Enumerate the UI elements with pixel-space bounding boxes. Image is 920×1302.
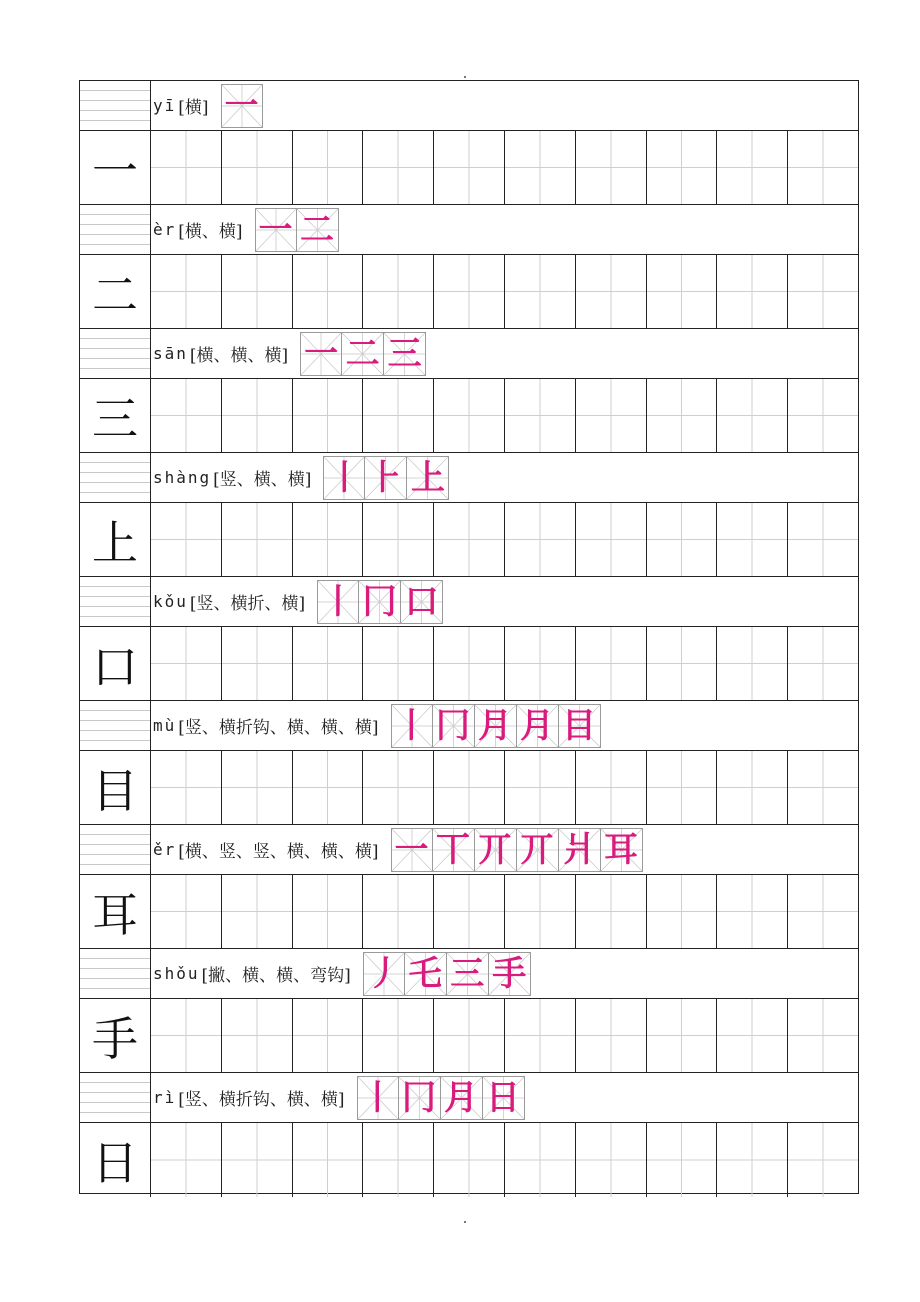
writing-box[interactable]: [434, 627, 505, 700]
stroke-step: 丌: [478, 829, 513, 870]
writing-grid: [151, 1123, 858, 1197]
stroke-step: ⺊: [368, 457, 403, 498]
writing-box[interactable]: [576, 875, 647, 948]
writing-box[interactable]: [363, 379, 434, 452]
info-left-lines: [80, 329, 151, 378]
info-main: [151, 701, 858, 750]
info-left-lines: [80, 825, 151, 874]
stroke-names: [竖、横、横]: [213, 470, 312, 490]
stroke-step: 上: [410, 457, 445, 498]
writing-box[interactable]: [293, 999, 364, 1072]
writing-box[interactable]: [293, 379, 364, 452]
stroke-step-cell: [342, 332, 384, 376]
character-block: [80, 949, 858, 1073]
practice-row: [80, 131, 858, 205]
writing-box[interactable]: [576, 379, 647, 452]
writing-box[interactable]: [788, 999, 858, 1072]
stroke-names: [横、竖、竖、横、横、横]: [178, 842, 379, 862]
writing-box[interactable]: [293, 503, 364, 576]
writing-box[interactable]: [717, 1123, 788, 1197]
writing-box[interactable]: [151, 627, 222, 700]
info-row: [80, 329, 858, 379]
writing-box[interactable]: [222, 999, 293, 1072]
stroke-step: 冂: [436, 705, 471, 746]
info-row: [80, 577, 858, 627]
writing-box[interactable]: [647, 627, 718, 700]
stroke-order-sequence: [357, 1076, 525, 1120]
writing-box[interactable]: [717, 131, 788, 204]
writing-grid: [151, 379, 858, 452]
writing-box[interactable]: [151, 999, 222, 1072]
stroke-step: 日: [486, 1077, 521, 1118]
info-left-lines: [80, 205, 151, 254]
character-block: [80, 205, 858, 329]
stroke-step: 乇: [408, 953, 443, 994]
stroke-order-sequence: [221, 84, 263, 128]
writing-box[interactable]: [505, 503, 576, 576]
writing-box[interactable]: [222, 751, 293, 824]
stroke-step-cell: [300, 332, 342, 376]
writing-box[interactable]: [363, 503, 434, 576]
stroke-step: 爿: [562, 829, 597, 870]
stroke-names: [横、横、横]: [189, 346, 289, 366]
info-row: [80, 205, 858, 255]
stroke-step-cell: [221, 84, 263, 128]
writing-box[interactable]: [717, 379, 788, 452]
writing-box[interactable]: [505, 627, 576, 700]
info-main: [151, 205, 858, 254]
character-block: [80, 81, 858, 205]
stroke-step-cell: [475, 828, 517, 872]
stroke-names: [竖、横折、横]: [189, 594, 306, 614]
model-character: 口: [80, 627, 151, 700]
writing-box[interactable]: [293, 255, 364, 328]
stroke-step-cell: [363, 952, 405, 996]
writing-box[interactable]: [434, 503, 505, 576]
stroke-order-sequence: [363, 952, 531, 996]
pinyin: shǒu: [153, 964, 200, 983]
model-character: 一: [80, 131, 151, 204]
practice-row: [80, 1123, 858, 1197]
info-row: [80, 949, 858, 999]
info-main: [151, 577, 858, 626]
writing-box[interactable]: [222, 503, 293, 576]
pinyin: yī: [153, 96, 177, 115]
pinyin: sān: [153, 344, 188, 363]
stroke-step-cell: [323, 456, 365, 500]
writing-box[interactable]: [434, 1123, 505, 1197]
writing-box[interactable]: [293, 627, 364, 700]
stroke-order-sequence: [300, 332, 426, 376]
writing-box[interactable]: [717, 999, 788, 1072]
writing-box[interactable]: [647, 1123, 718, 1197]
stroke-step: 三: [450, 953, 485, 994]
stroke-step-cell: [489, 952, 531, 996]
model-character: 日: [80, 1123, 151, 1197]
stroke-order-sequence: [317, 580, 443, 624]
stroke-order-sequence: [323, 456, 449, 500]
practice-row: [80, 751, 858, 825]
stroke-step-cell: [447, 952, 489, 996]
writing-box[interactable]: [717, 875, 788, 948]
character-block: [80, 577, 858, 701]
stroke-step: 一: [394, 829, 429, 870]
stroke-step: 冂: [402, 1077, 437, 1118]
writing-box[interactable]: [576, 503, 647, 576]
stroke-step: 三: [387, 333, 422, 374]
model-character: 二: [80, 255, 151, 328]
character-block: [80, 825, 858, 949]
writing-box[interactable]: [788, 503, 858, 576]
writing-box[interactable]: [505, 1123, 576, 1197]
stroke-step-cell: [357, 1076, 399, 1120]
writing-box[interactable]: [363, 627, 434, 700]
info-main: [151, 1073, 858, 1122]
stroke-step-cell: [433, 828, 475, 872]
practice-row: [80, 503, 858, 577]
writing-box[interactable]: [788, 1123, 858, 1197]
stroke-step-cell: [559, 828, 601, 872]
writing-box[interactable]: [505, 751, 576, 824]
stroke-step: 丨: [394, 705, 429, 746]
stroke-step-cell: [255, 208, 297, 252]
writing-box[interactable]: [788, 751, 858, 824]
stroke-step: 丿: [366, 953, 401, 994]
stroke-step: 目: [562, 705, 597, 746]
pinyin: rì: [153, 1088, 177, 1107]
writing-box[interactable]: [222, 131, 293, 204]
stroke-step-cell: [517, 704, 559, 748]
writing-box[interactable]: [151, 131, 222, 204]
info-row: [80, 1073, 858, 1123]
stroke-step: 丨: [321, 581, 356, 622]
writing-box[interactable]: [576, 1123, 647, 1197]
writing-grid: [151, 131, 858, 204]
writing-box[interactable]: [434, 751, 505, 824]
stroke-step-cell: [441, 1076, 483, 1120]
writing-box[interactable]: [151, 751, 222, 824]
model-character: 手: [80, 999, 151, 1072]
writing-box[interactable]: [222, 255, 293, 328]
model-character: 目: [80, 751, 151, 824]
writing-box[interactable]: [363, 751, 434, 824]
character-block: [80, 453, 858, 577]
stroke-step: 月: [478, 705, 513, 746]
info-left-lines: [80, 453, 151, 502]
writing-box[interactable]: [434, 131, 505, 204]
info-main: [151, 81, 858, 130]
stroke-step-cell: [405, 952, 447, 996]
writing-box[interactable]: [647, 255, 718, 328]
writing-box[interactable]: [647, 999, 718, 1072]
stroke-step-cell: [407, 456, 449, 500]
top-dot: [464, 76, 466, 78]
writing-box[interactable]: [505, 131, 576, 204]
writing-box[interactable]: [222, 875, 293, 948]
info-row: [80, 825, 858, 875]
writing-box[interactable]: [222, 1123, 293, 1197]
stroke-step-cell: [559, 704, 601, 748]
stroke-step-cell: [433, 704, 475, 748]
writing-box[interactable]: [788, 131, 858, 204]
stroke-step: 冂: [362, 581, 397, 622]
stroke-step-cell: [391, 704, 433, 748]
model-character: 上: [80, 503, 151, 576]
stroke-order-sequence: [255, 208, 339, 252]
practice-sheet: [79, 80, 859, 1194]
writing-box[interactable]: [647, 379, 718, 452]
character-block: [80, 701, 858, 825]
writing-box[interactable]: [647, 503, 718, 576]
writing-box[interactable]: [363, 1123, 434, 1197]
pinyin: ěr: [153, 840, 177, 859]
writing-box[interactable]: [434, 875, 505, 948]
writing-box[interactable]: [151, 255, 222, 328]
writing-box[interactable]: [505, 255, 576, 328]
writing-box[interactable]: [717, 751, 788, 824]
writing-box[interactable]: [363, 255, 434, 328]
writing-box[interactable]: [788, 627, 858, 700]
writing-box[interactable]: [151, 875, 222, 948]
stroke-step-cell: [475, 704, 517, 748]
info-main: [151, 949, 858, 998]
stroke-step: 月: [520, 705, 555, 746]
writing-box[interactable]: [576, 255, 647, 328]
info-left-lines: [80, 949, 151, 998]
stroke-step-cell: [365, 456, 407, 500]
stroke-step: 丨: [360, 1077, 395, 1118]
stroke-step-cell: [401, 580, 443, 624]
writing-box[interactable]: [576, 627, 647, 700]
writing-box[interactable]: [151, 503, 222, 576]
practice-row: [80, 875, 858, 949]
writing-box[interactable]: [293, 131, 364, 204]
practice-row: [80, 255, 858, 329]
stroke-order-sequence: [391, 828, 643, 872]
info-left-lines: [80, 1073, 151, 1122]
writing-box[interactable]: [505, 875, 576, 948]
info-row: [80, 81, 858, 131]
writing-box[interactable]: [222, 379, 293, 452]
stroke-step-cell: [384, 332, 426, 376]
stroke-names: [横]: [178, 98, 209, 118]
info-main: [151, 453, 858, 502]
writing-box[interactable]: [788, 875, 858, 948]
writing-grid: [151, 627, 858, 700]
writing-box[interactable]: [363, 875, 434, 948]
pinyin: kǒu: [153, 592, 188, 611]
stroke-step: 口: [404, 581, 439, 622]
stroke-order-sequence: [391, 704, 601, 748]
stroke-step: 手: [492, 953, 527, 994]
pinyin: èr: [153, 220, 177, 239]
writing-box[interactable]: [647, 131, 718, 204]
writing-box[interactable]: [293, 751, 364, 824]
pinyin: mù: [153, 716, 177, 735]
bottom-dot: [464, 1221, 466, 1223]
writing-box[interactable]: [717, 627, 788, 700]
stroke-step: 月: [444, 1077, 479, 1118]
writing-box[interactable]: [293, 875, 364, 948]
stroke-step-cell: [483, 1076, 525, 1120]
stroke-step: 丨: [327, 457, 362, 498]
writing-box[interactable]: [717, 503, 788, 576]
info-row: [80, 453, 858, 503]
stroke-step: 一: [304, 333, 339, 374]
stroke-names: [竖、横折钩、横、横]: [178, 1090, 345, 1110]
stroke-step-cell: [391, 828, 433, 872]
writing-box[interactable]: [434, 999, 505, 1072]
stroke-names: [竖、横折钩、横、横、横]: [178, 718, 379, 738]
stroke-step: 丌: [520, 829, 555, 870]
writing-box[interactable]: [576, 751, 647, 824]
stroke-step-cell: [359, 580, 401, 624]
stroke-step-cell: [601, 828, 643, 872]
info-left-lines: [80, 577, 151, 626]
stroke-step-cell: [317, 580, 359, 624]
writing-box[interactable]: [222, 627, 293, 700]
stroke-step: 一: [224, 85, 259, 126]
writing-box[interactable]: [434, 255, 505, 328]
info-left-lines: [80, 81, 151, 130]
writing-box[interactable]: [647, 875, 718, 948]
info-main: [151, 825, 858, 874]
info-main: [151, 329, 858, 378]
stroke-step: 耳: [604, 829, 639, 870]
stroke-step: 一: [258, 209, 293, 250]
writing-box[interactable]: [647, 751, 718, 824]
writing-box[interactable]: [788, 379, 858, 452]
writing-grid: [151, 875, 858, 948]
stroke-step: 二: [345, 333, 380, 374]
practice-row: [80, 379, 858, 453]
info-left-lines: [80, 701, 151, 750]
writing-box[interactable]: [363, 131, 434, 204]
info-row: [80, 701, 858, 751]
writing-grid: [151, 255, 858, 328]
writing-box[interactable]: [576, 131, 647, 204]
writing-grid: [151, 999, 858, 1072]
stroke-names: [撇、横、横、弯钩]: [201, 966, 351, 986]
writing-box[interactable]: [505, 379, 576, 452]
stroke-step-cell: [399, 1076, 441, 1120]
writing-grid: [151, 751, 858, 824]
writing-box[interactable]: [434, 379, 505, 452]
writing-box[interactable]: [151, 379, 222, 452]
character-block: [80, 1073, 858, 1197]
model-character: 耳: [80, 875, 151, 948]
character-block: [80, 329, 858, 453]
writing-grid: [151, 503, 858, 576]
stroke-step-cell: [517, 828, 559, 872]
stroke-step: 丅: [436, 829, 471, 870]
writing-box[interactable]: [717, 255, 788, 328]
stroke-step: 二: [300, 209, 335, 250]
writing-box[interactable]: [576, 999, 647, 1072]
writing-box[interactable]: [788, 255, 858, 328]
pinyin: shàng: [153, 468, 212, 487]
stroke-step-cell: [297, 208, 339, 252]
writing-box[interactable]: [505, 999, 576, 1072]
writing-box[interactable]: [151, 1123, 222, 1197]
practice-row: [80, 627, 858, 701]
practice-row: [80, 999, 858, 1073]
stroke-names: [横、横]: [178, 222, 243, 242]
model-character: 三: [80, 379, 151, 452]
writing-box[interactable]: [363, 999, 434, 1072]
writing-box[interactable]: [293, 1123, 364, 1197]
